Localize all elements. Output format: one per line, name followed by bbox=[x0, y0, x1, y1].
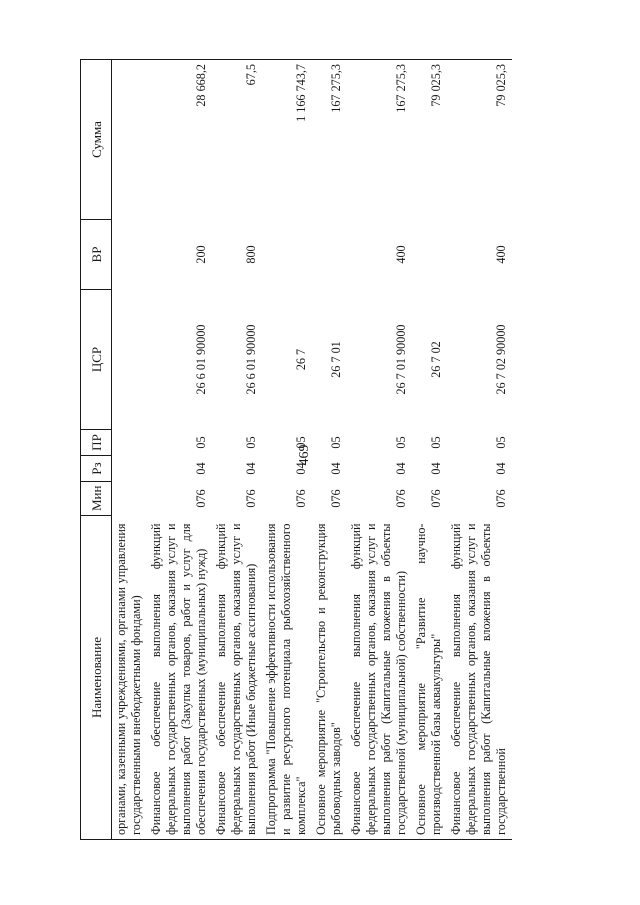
table-row bbox=[112, 60, 148, 840]
row-name: Основное мероприятие "Развитие научно-производственной базы аквакультуры" bbox=[412, 516, 447, 840]
row-csr: 26 7 02 bbox=[429, 341, 443, 378]
row-rz bbox=[112, 456, 148, 482]
row-vr bbox=[312, 220, 347, 290]
row-pr: 05 bbox=[294, 436, 308, 449]
row-csr: 26 7 01 90000 bbox=[394, 324, 408, 395]
row-csr bbox=[112, 290, 148, 430]
table-header-row bbox=[81, 60, 112, 840]
budget-table bbox=[80, 59, 512, 840]
page-number: 469 bbox=[297, 444, 312, 466]
row-min: 076 bbox=[394, 489, 408, 508]
row-pr bbox=[112, 430, 148, 456]
row-min: 076 bbox=[429, 489, 443, 508]
row-rz: 04 bbox=[329, 462, 343, 475]
row-pr: 05 bbox=[394, 436, 408, 449]
header-min: Мин bbox=[81, 482, 112, 516]
table-row bbox=[347, 60, 412, 840]
row-vr: 400 bbox=[394, 245, 408, 264]
row-vr bbox=[412, 220, 447, 290]
row-sum: 167 275,3 bbox=[347, 60, 412, 220]
row-rz: 04 bbox=[294, 462, 308, 475]
header-vr: ВР bbox=[81, 220, 112, 290]
row-sum: 79 025,3 bbox=[447, 60, 512, 220]
row-csr: 26 7 01 bbox=[329, 341, 343, 378]
row-pr: 05 bbox=[494, 436, 508, 449]
row-sum: 167 275,3 bbox=[312, 60, 347, 220]
header-sum: Сумма bbox=[81, 60, 112, 220]
row-pr: 05 bbox=[329, 436, 343, 449]
row-name: Финансовое обеспечение выполнения функций федеральных государственных органов, оказания услуг и выполнения работ (Закупка товаров, работ и услуг для обеспечения государственных (муниципальных) нужд) bbox=[147, 516, 212, 840]
table-row bbox=[212, 60, 262, 840]
row-vr bbox=[112, 220, 148, 290]
row-sum: 1 166 743,7 bbox=[262, 60, 312, 220]
row-pr: 05 bbox=[194, 436, 208, 449]
row-rz: 04 bbox=[494, 462, 508, 475]
row-name: Основное мероприятие "Строительство и реконструкция рыбоводных заводов" bbox=[312, 516, 347, 840]
row-sum: 28 668,2 bbox=[147, 60, 212, 220]
table-row bbox=[312, 60, 347, 840]
row-vr: 800 bbox=[244, 245, 258, 264]
table-row bbox=[412, 60, 447, 840]
table-row bbox=[262, 60, 312, 840]
row-min bbox=[112, 482, 148, 516]
row-pr: 05 bbox=[429, 436, 443, 449]
row-name: Подпрограмма "Повышение эффективности использования и развитие ресурсного потенциала рыбохозяйственного комплекса" bbox=[262, 516, 312, 840]
row-rz: 04 bbox=[194, 462, 208, 475]
table-row bbox=[147, 60, 212, 840]
row-name: органами, казенными учреждениями, органами управления государственными внебюджетными фондами) bbox=[112, 516, 148, 840]
row-csr: 26 6 01 90000 bbox=[244, 324, 258, 395]
row-min: 076 bbox=[329, 489, 343, 508]
row-csr: 26 7 02 90000 bbox=[494, 324, 508, 395]
row-rz: 04 bbox=[429, 462, 443, 475]
row-sum: 79 025,3 bbox=[412, 60, 447, 220]
row-min: 076 bbox=[494, 489, 508, 508]
row-min: 076 bbox=[194, 489, 208, 508]
row-vr: 200 bbox=[194, 245, 208, 264]
row-min: 076 bbox=[294, 489, 308, 508]
row-min: 076 bbox=[244, 489, 258, 508]
row-sum bbox=[112, 60, 148, 220]
row-name: Финансовое обеспечение выполнения функций федеральных государственных органов, оказания услуг и выполнения работ (Капитальные вложения в объекты государственной (муниципальной) собственности) bbox=[347, 516, 412, 840]
row-sum: 67,5 bbox=[212, 60, 262, 220]
header-rz: Рз bbox=[81, 456, 112, 482]
row-csr: 26 6 01 90000 bbox=[194, 324, 208, 395]
row-vr: 400 bbox=[494, 245, 508, 264]
row-rz: 04 bbox=[244, 462, 258, 475]
row-csr: 26 7 bbox=[294, 348, 308, 371]
header-csr: ЦСР bbox=[81, 290, 112, 430]
row-name: Финансовое обеспечение выполнения функций федеральных государственных органов, оказания услуг и выполнения работ (Капитальные вложения в объекты государственной bbox=[447, 516, 512, 840]
header-pr: ПР bbox=[81, 430, 112, 456]
row-pr: 05 bbox=[244, 436, 258, 449]
row-name: Финансовое обеспечение выполнения функций федеральных государственных органов, оказания услуг и выполнения работ (Иные бюджетные ассигнования) bbox=[212, 516, 262, 840]
budget-table-container bbox=[80, 60, 580, 840]
row-rz: 04 bbox=[394, 462, 408, 475]
row-vr bbox=[262, 220, 312, 290]
table-row bbox=[447, 60, 512, 840]
header-name: Наименование bbox=[81, 516, 112, 840]
